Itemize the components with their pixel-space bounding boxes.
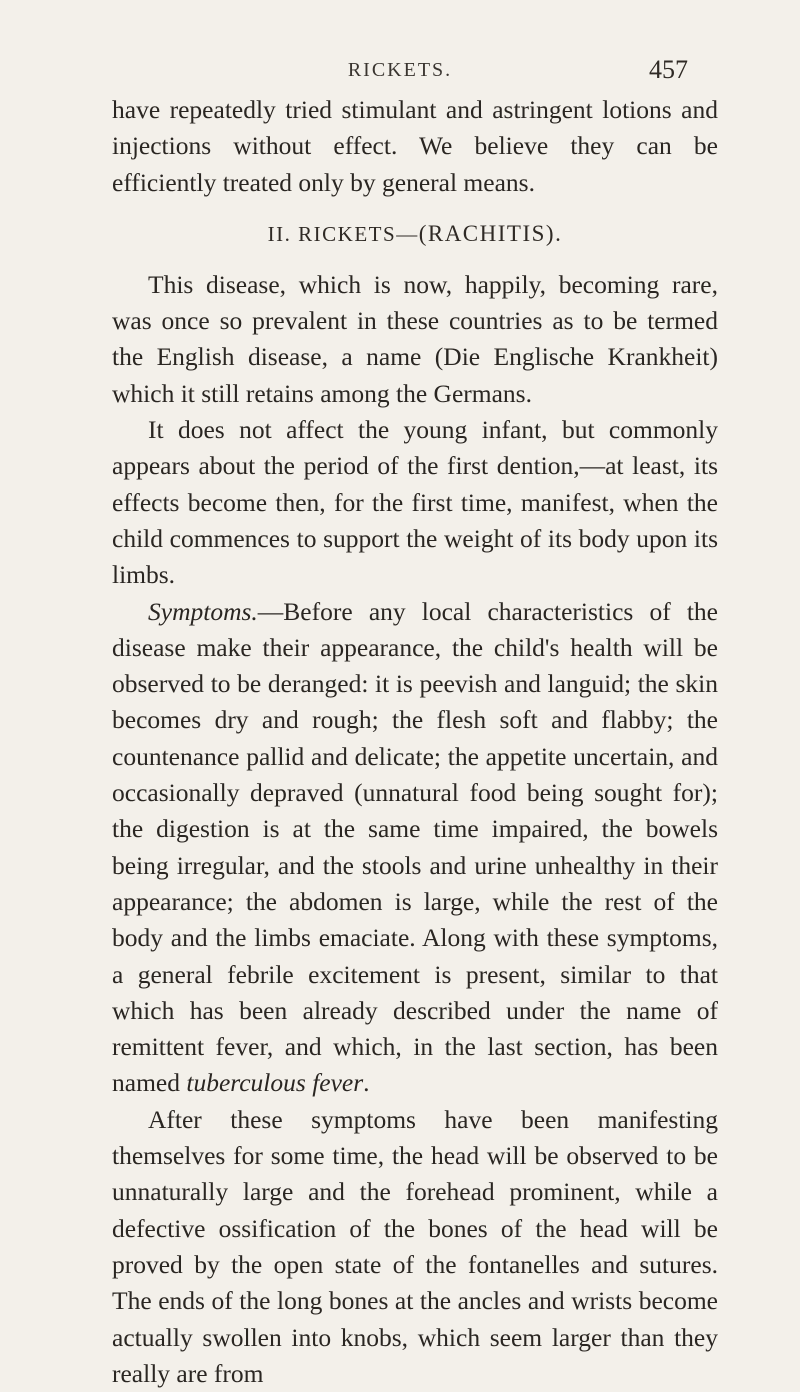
body-text <box>112 92 718 1392</box>
page-number: 457 <box>649 55 688 84</box>
paragraph-symptoms <box>112 594 718 1102</box>
section-number: II. <box>267 221 292 246</box>
section-title: RICKETS <box>298 221 397 246</box>
paragraph-disease-intro: This disease, which is now, happily, becoming rare, was once so prevalent in these countries as to be termed the English disease, a name (Die Englische Krankheit) which it still retains among the Germans. <box>112 269 718 408</box>
paragraph-closing: After these symptoms have been manifesting themselves for some time, the head will be observed to be unnaturally large and the forehead prominent, while a defective ossification of the bones of the head will be proved by the open state of the fontanelles and sutures. The ends of the long bones at the ancles and wrists become actually swollen into knobs, which seem larger than they really are from <box>112 1104 718 1388</box>
tuberculous-fever-term: tuberculous fever <box>186 1068 364 1098</box>
running-header <box>0 55 800 91</box>
opening-paragraph: have repeatedly tried stimulant and astringent lotions and injections without effect. We believe they can be efficiently treated only by general means. <box>112 95 718 197</box>
section-heading <box>112 219 718 249</box>
running-title: RICKETS. <box>347 59 453 81</box>
symptoms-text: —Before any local characteristics of the disease make their appearance, the child's health will be observed to be deranged: it is peevish and languid; the skin becomes dry and rough; the flesh soft and flabby; the countenance pallid and delicate; the appetite uncertain, and occasionally depraved (unnatural food being sought for); the digestion is at the same time impaired, the bowels being irregular, and the stools and urine unhealthy in their appearance; the abdomen is large, while the rest of the body and the limbs emaciate. Along with these symptoms, a general febrile excitement is present, similar to that which has been already described under the name of remittent fever, and which, in the last section, has been named <box>112 596 718 1098</box>
section-subtitle: (RACHITIS). <box>418 220 563 246</box>
symptoms-text-end: . <box>363 1068 370 1098</box>
symptoms-label: Symptoms. <box>148 596 258 626</box>
paragraph-onset: It does not affect the young infant, but commonly appears about the period of the first dention,—at least, its effects become then, for the first time, manifest, when the child commences to support the weight of its body upon its limbs. <box>112 415 718 590</box>
section-dash: — <box>396 221 419 246</box>
